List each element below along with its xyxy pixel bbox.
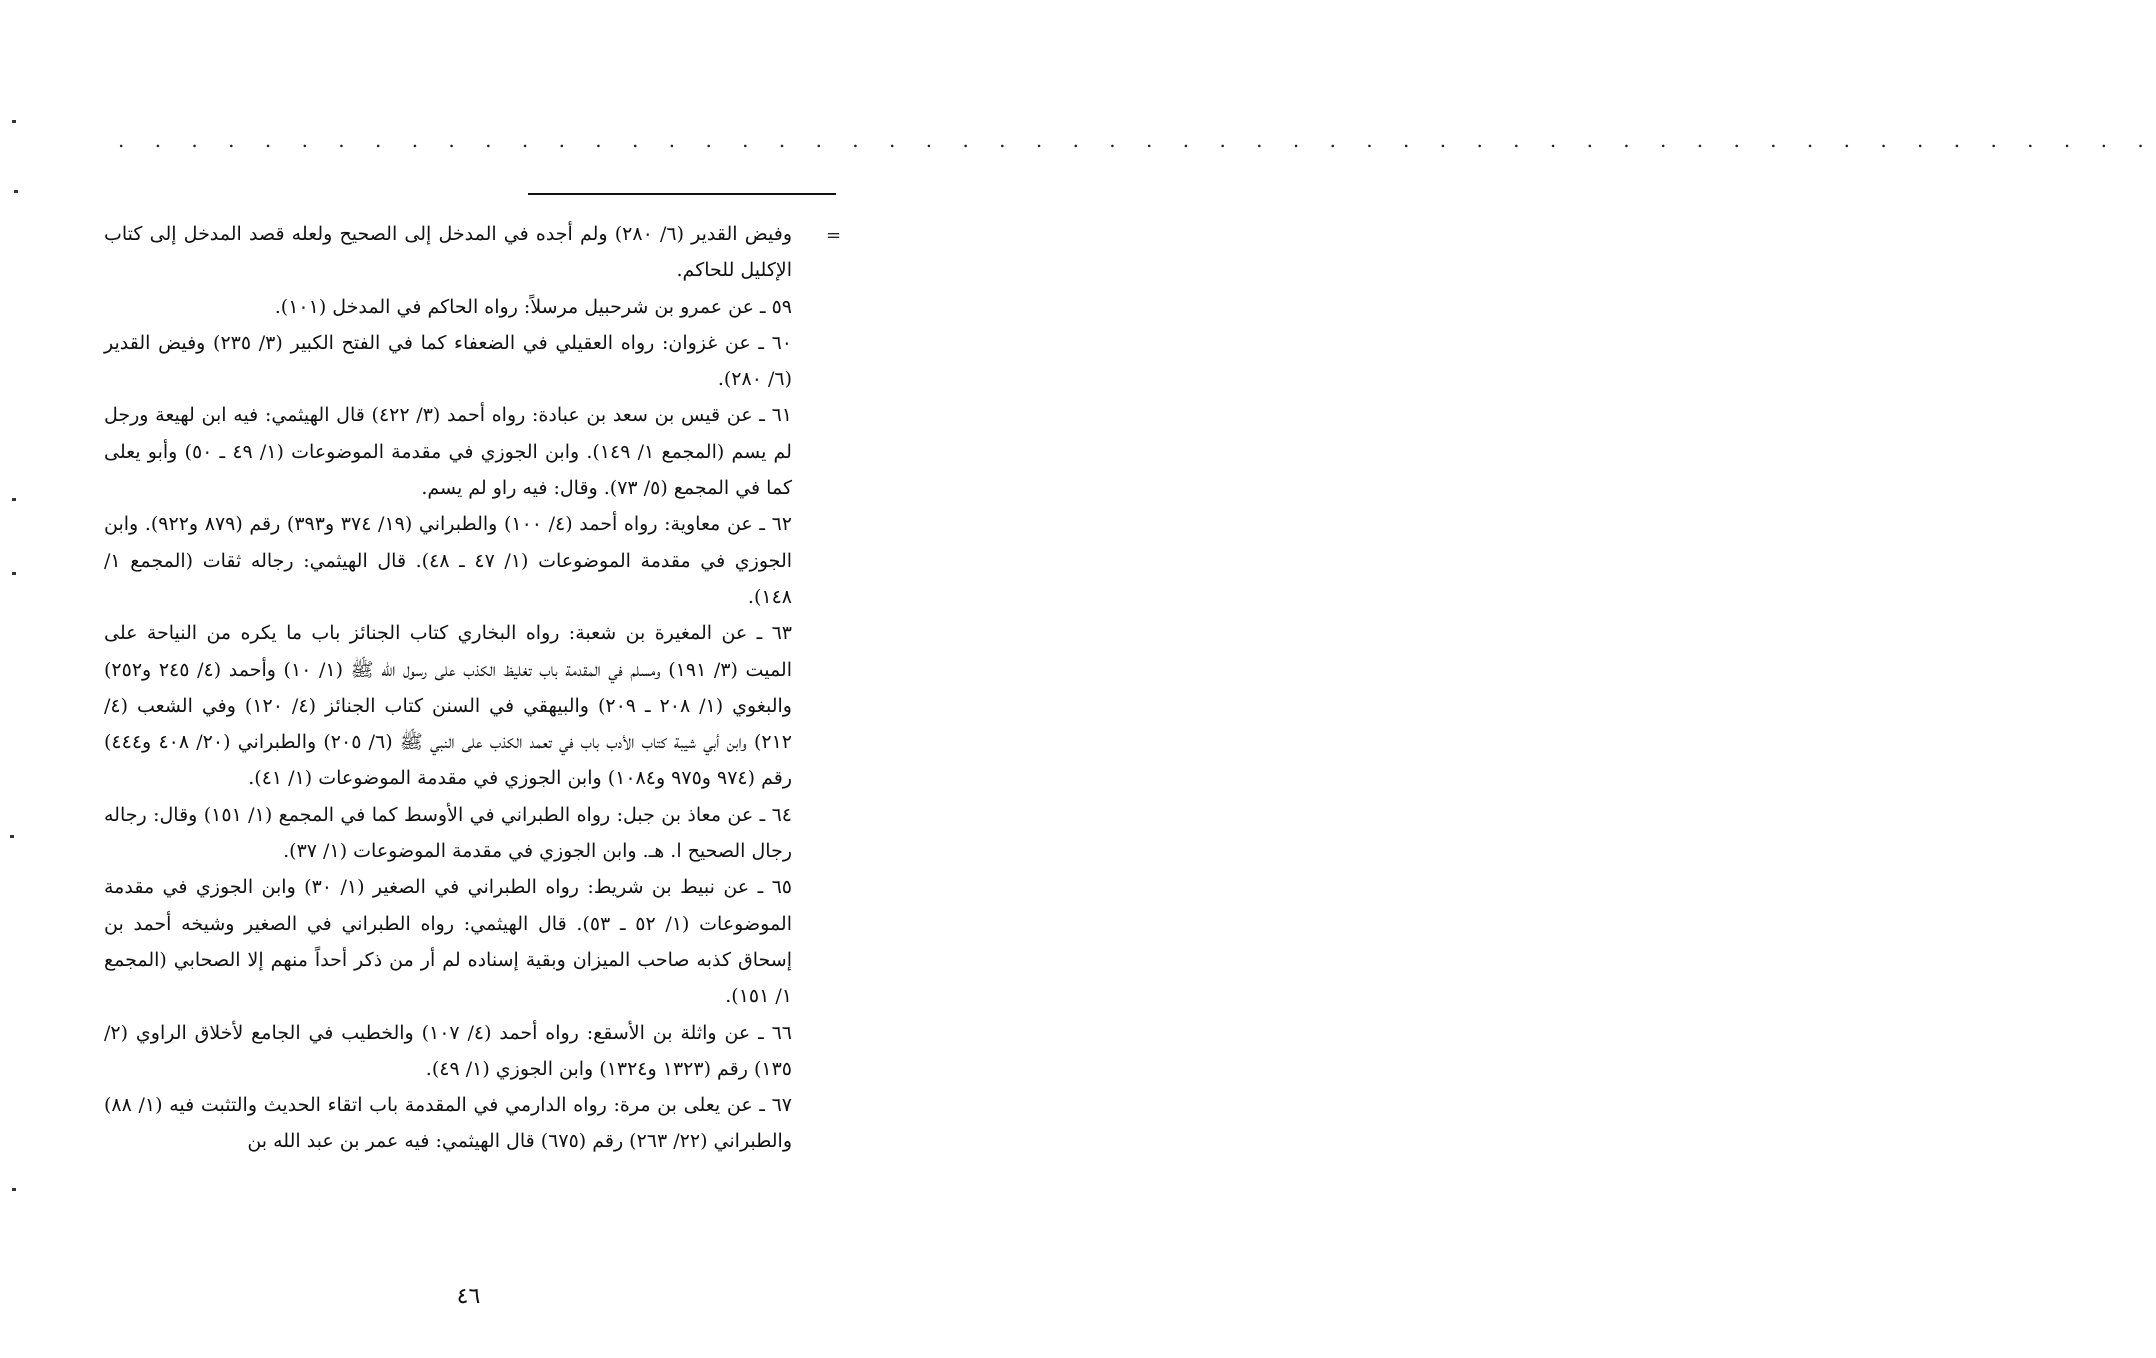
footnote-rule (528, 193, 836, 195)
margin-speck (12, 572, 16, 575)
footnote-66: ٦٦ ـ عن واثلة بن الأسقع: رواه أحمد (٤/ ١٠٧) والخطيب في الجامع لأخلاق الراوي (٢/ ١٣٥) رقم (١٣٢٣ و١٣٢٤) وابن الجوزي (١/ ٤٩). (104, 1021, 792, 1080)
footnote-67: ٦٧ ـ عن يعلى بن مرة: رواه الدارمي في المقدمة باب اتقاء الحديث والتثبت فيه (١/ ٨٨) والطبراني (٢٢/ ٢٦٣) رقم (٦٧٥) قال الهيثمي: فيه عمر بن عبد الله بن (104, 1094, 792, 1153)
margin-speck (12, 498, 16, 501)
margin-speck (14, 190, 18, 193)
continuation-mark: = (826, 225, 842, 246)
page-number: ٤٦ (456, 1284, 481, 1309)
dotted-separator: . . . . . . . . . . . . . . . . . . . . . . . . . . . . . . . . . . . . . . . . . . . . . . . . . . . . . . . . (118, 128, 2156, 152)
margin-speck (12, 120, 16, 123)
footnote-63: ٦٣ ـ عن المغيرة بن شعبة: رواه البخاري كتاب الجنائز باب ما يكره من النياحة على الميت (٣/ ١٩١) ومسلم في المقدمة باب تغليظ الكذب على رسول الله ﷺ (١/ ١٠) وأحمد (٤/ ٢٤٥ و٢٥٢) والبغوي (١/ ٢٠٨ ـ ٢٠٩) والبيهقي في السنن كتاب الجنائز (٤/ ١٢٠) وفي الشعب (٤/ ٢١٢) وابن أبي شيبة كتاب الأدب باب في تعمد الكذب على النبي ﷺ (٦/ ٢٠٥) والطبراني (٢٠/ ٤٠٨ و٤٤٤) رقم (٩٧٤ و٩٧٥ و١٠٨٤) وابن الجوزي في مقدمة الموضوعات (١/ ٤١). (104, 622, 793, 790)
footnote-59: ٥٩ ـ عن عمرو بن شرحبيل مرسلاً: رواه الحاكم في المدخل (١٠١). (274, 295, 792, 318)
footnote-64: ٦٤ ـ عن معاذ بن جبل: رواه الطبراني في الأوسط كما في المجمع (١/ ١٥١) وقال: رجاله رجال الصحيح ا. هـ. وابن الجوزي في مقدمة الموضوعات (١/ ٣٧). (104, 803, 792, 863)
footnote-60: ٦٠ ـ عن غزوان: رواه العقيلي في الضعفاء كما في الفتح الكبير (٣/ ٢٣٥) وفيض القدير (٦/ ٢٨٠). (104, 331, 792, 391)
footnote-61: ٦١ ـ عن قيس بن سعد بن عبادة: رواه أحمد (٣/ ٤٢٢) قال الهيثمي: فيه ابن لهيعة ورجل لم يسم (المجمع ١/ ١٤٩). وابن الجوزي في مقدمة الموضوعات (١/ ٤٩ ـ ٥٠) وأبو يعلى كما في المجمع (٥/ ٧٣). وقال: فيه راو لم يسم. (104, 404, 792, 500)
margin-speck (12, 1188, 16, 1191)
footnote-65: ٦٥ ـ عن نبيط بن شريط: رواه الطبراني في الصغير (١/ ٣٠) وابن الجوزي في مقدمة الموضوعات (١/ ٥٢ ـ ٥٣). قال الهيثمي: رواه الطبراني في الصغير وشيخه أحمد بن إسحاق كذبه صاحب الميزان وبقية إسناده لم أر من ذكر أحداً منهم إلا الصحابي (المجمع ١/ ١٥١). (104, 876, 792, 1008)
footnote-62: ٦٢ ـ عن معاوية: رواه أحمد (٤/ ١٠٠) والطبراني (١٩/ ٣٧٤ و٣٩٣) رقم (٨٧٩ و٩٢٢). وابن الجوزي في مقدمة الموضوعات (١/ ٤٧ ـ ٤٨). قال الهيثمي: رجاله ثقات (المجمع ١/ ١٤٨). (104, 513, 793, 608)
margin-speck (10, 835, 14, 838)
footnotes-block (104, 216, 792, 1160)
footnote-continuation: وفيض القدير (٦/ ٢٨٠) ولم أجده في المدخل إلى الصحيح ولعله قصد المدخل إلى كتاب الإكليل للحاكم. (104, 223, 792, 282)
